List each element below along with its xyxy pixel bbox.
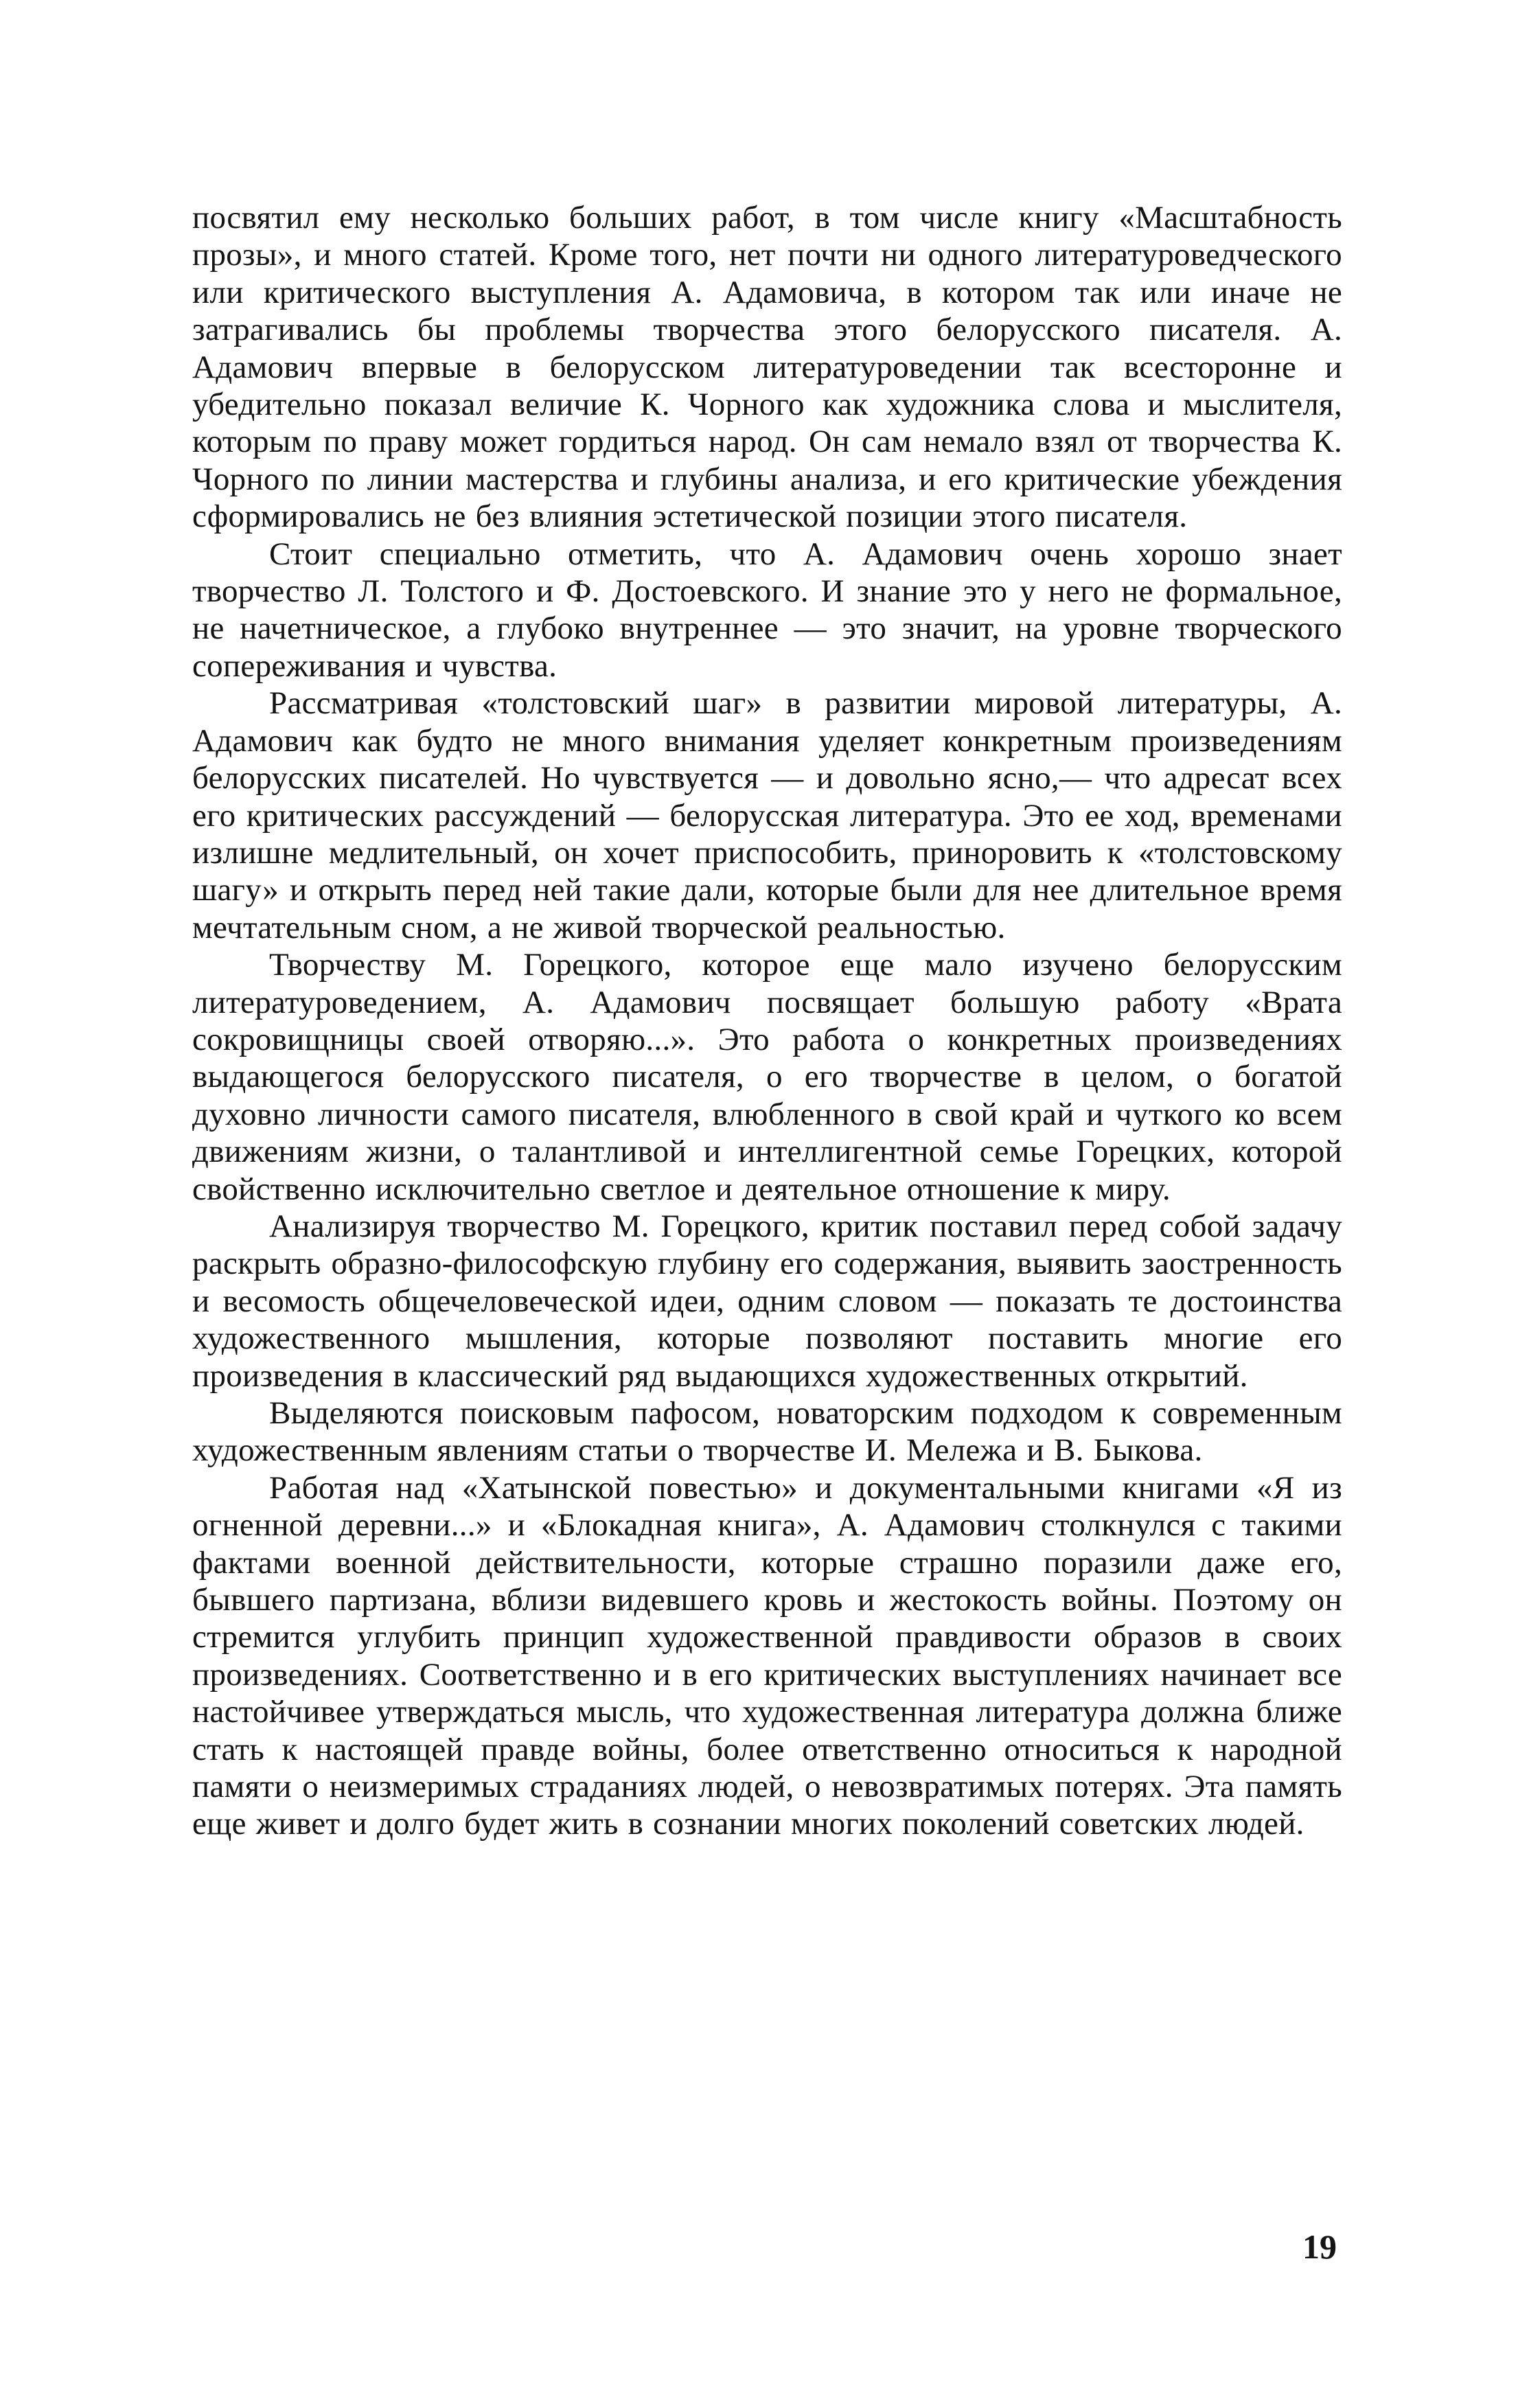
paragraph-2: Стоит специально отметить, что А. Адамович очень хорошо знает творчество Л. Толстого и Ф. Достоевского. И знание это у него не формальное, не начетническое, а глубоко внутреннее — это значит, на уровне творческого сопереживания и чувства. xyxy=(192,536,1342,684)
paragraph-1: посвятил ему несколько больших работ, в том числе книгу «Масштабность прозы», и много статей. Кроме того, нет почти ни одного литературоведческого или критического выступления А. Адамовича, в котором так или иначе не затрагивались бы проблемы творчества этого белорусского писателя. А. Адамович впервые в белорусском литературоведении так всесторонне и убедительно показал величие К. Чорного как художника слова и мыслителя, которым по праву может гордиться народ. Он сам немало взял от творчества К. Чорного по линии мастерства и глубины анализа, и его критические убеждения сформировались не без влияния эстетической позиции этого писателя. xyxy=(192,200,1342,535)
body-text xyxy=(192,199,1342,1843)
page-number: 19 xyxy=(1302,2227,1337,2266)
paragraph-7: Работая над «Хатынской повестью» и документальными книгами «Я из огненной деревни...» и «Блокадная книга», А. Адамович столкнулся с такими фактами военной действительности, которые страшно поразили даже его, бывшего партизана, вблизи видевшего кровь и жестокость войны. Поэтому он стремится углубить принцип художественной правдивости образов в своих произведениях. Соответственно и в его критических выступлениях начинает все настойчивее утверждаться мысль, что художественная литература должна ближе стать к настоящей правде войны, более ответственно относиться к народной памяти о неизмеримых страданиях людей, о невозвратимых потерях. Эта память еще живет и долго будет жить в сознании многих поколений советских людей. xyxy=(192,1469,1342,1842)
paragraph-6: Выделяются поисковым пафосом, новаторским подходом к современным художественным явлениям статьи о творчестве И. Мележа и В. Быкова. xyxy=(192,1395,1342,1469)
paragraph-3: Рассматривая «толстовский шаг» в развитии мировой литературы, А. Адамович как будто не много внимания уделяет конкретным произведениям белорусских писателей. Но чувствуется — и довольно ясно,— что адресат всех его критических рассуждений — белорусская литература. Это ее ход, временами излишне медлительный, он хочет приспособить, приноровить к «толстовскому шагу» и открыть перед ней такие дали, которые были для нее длительное время мечтательным сном, а не живой творческой реальностью. xyxy=(192,685,1342,945)
paragraph-5: Анализируя творчество М. Горецкого, критик поставил перед собой задачу раскрыть образно-философскую глубину его содержания, выявить заостренность и весомость общечеловеческой идеи, одним словом — показать те достоинства художественного мышления, которые позволяют поставить многие его произведения в классический ряд выдающихся художественных открытий. xyxy=(192,1208,1342,1394)
paragraph-4: Творчеству М. Горецкого, которое еще мало изучено белорусским литературоведением, А. Адамович посвящает большую работу «Врата сокровищницы своей отворяю...». Это работа о конкретных произведениях выдающегося белорусского писателя, о его творчестве в целом, о богатой духовно личности самого писателя, влюбленного в свой край и чуткого ко всем движениям жизни, о талантливой и интеллигентной семье Горецких, которой свойственно исключительно светлое и деятельное отношение к миру. xyxy=(192,947,1342,1207)
